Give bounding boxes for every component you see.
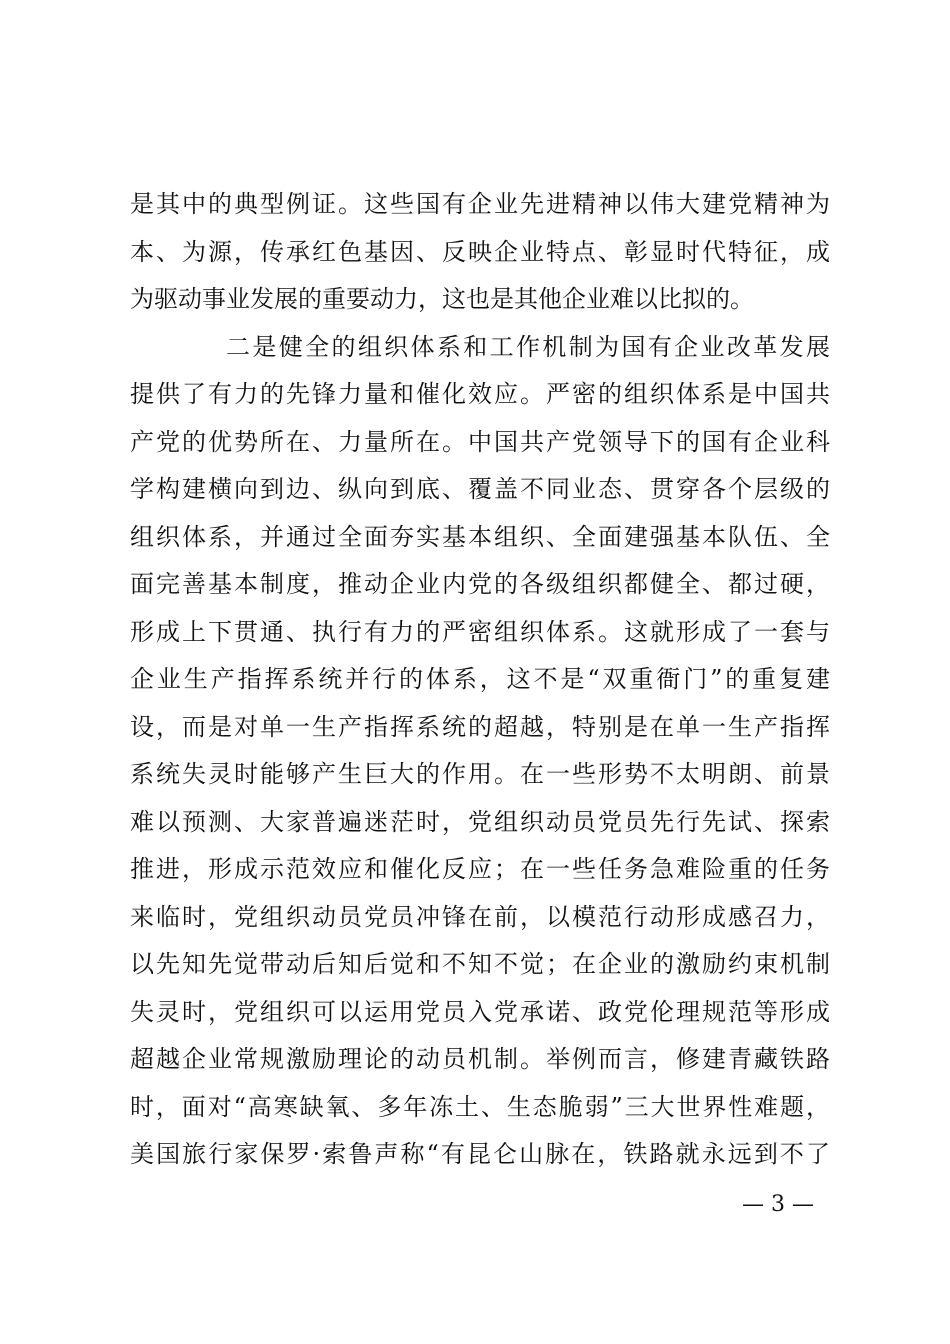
text-line: 时，面对“高寒缺氧、多年冻土、生态脆弱”三大世界性难题， [130, 1092, 830, 1121]
text-line: 设，而是对单一生产指挥系统的超越，特别是在单一生产指挥 [130, 712, 830, 741]
text-line: 系统失灵时能够产生巨大的作用。在一些形势不太明朗、前景 [130, 760, 830, 788]
text-line: 学构建横向到边、纵向到底、覆盖不同业态、贯穿各个层级的 [130, 475, 830, 503]
text-line: 面完善基本制度，推动企业内党的各级组织都健全、都过硬， [130, 570, 830, 598]
text-line: 难以预测、大家普遍迷茫时，党组织动员党员先行先试、探索 [130, 807, 830, 836]
text-line: 组织体系，并通过全面夯实基本组织、全面建强基本队伍、全 [130, 522, 830, 551]
text-line: 企业生产指挥系统并行的体系，这不是“双重衙门”的重复建 [130, 665, 830, 693]
text-line: 形成上下贯通、执行有力的严密组织体系。这就形成了一套与 [130, 617, 830, 646]
text-line: 产党的优势所在、力量所在。中国共产党领导下的国有企业科 [130, 427, 830, 456]
text-line: 美国旅行家保罗·索鲁声称“有昆仑山脉在，铁路就永远到不了 [130, 1140, 830, 1168]
text-line: 失灵时，党组织可以运用党员入党承诺、政党伦理规范等形成 [130, 997, 830, 1026]
text-line: 推进，形成示范效应和催化反应；在一些任务急难险重的任务 [130, 855, 830, 883]
paragraph-start-line: 二是健全的组织体系和工作机制为国有企业改革发展 [226, 332, 830, 361]
text-line: 是其中的典型例证。这些国有企业先进精神以伟大建党精神为 [130, 190, 830, 218]
text-line: 本、为源，传承红色基因、反映企业特点、彰显时代特征，成 [130, 237, 830, 266]
text-line: 为驱动事业发展的重要动力，这也是其他企业难以比拟的。 [130, 285, 754, 313]
body-text [130, 181, 830, 1179]
text-line: 超越企业常规激励理论的动员机制。举例而言，修建青藏铁路 [130, 1045, 830, 1073]
text-line: 以先知先觉带动后知后觉和不知不觉；在企业的激励约束机制 [130, 950, 830, 978]
text-line: 来临时，党组织动员党员冲锋在前，以模范行动形成感召力， [130, 902, 830, 931]
text-line: 提供了有力的先锋力量和催化效应。严密的组织体系是中国共 [130, 380, 830, 408]
page-number: — 3 — [742, 1192, 814, 1217]
